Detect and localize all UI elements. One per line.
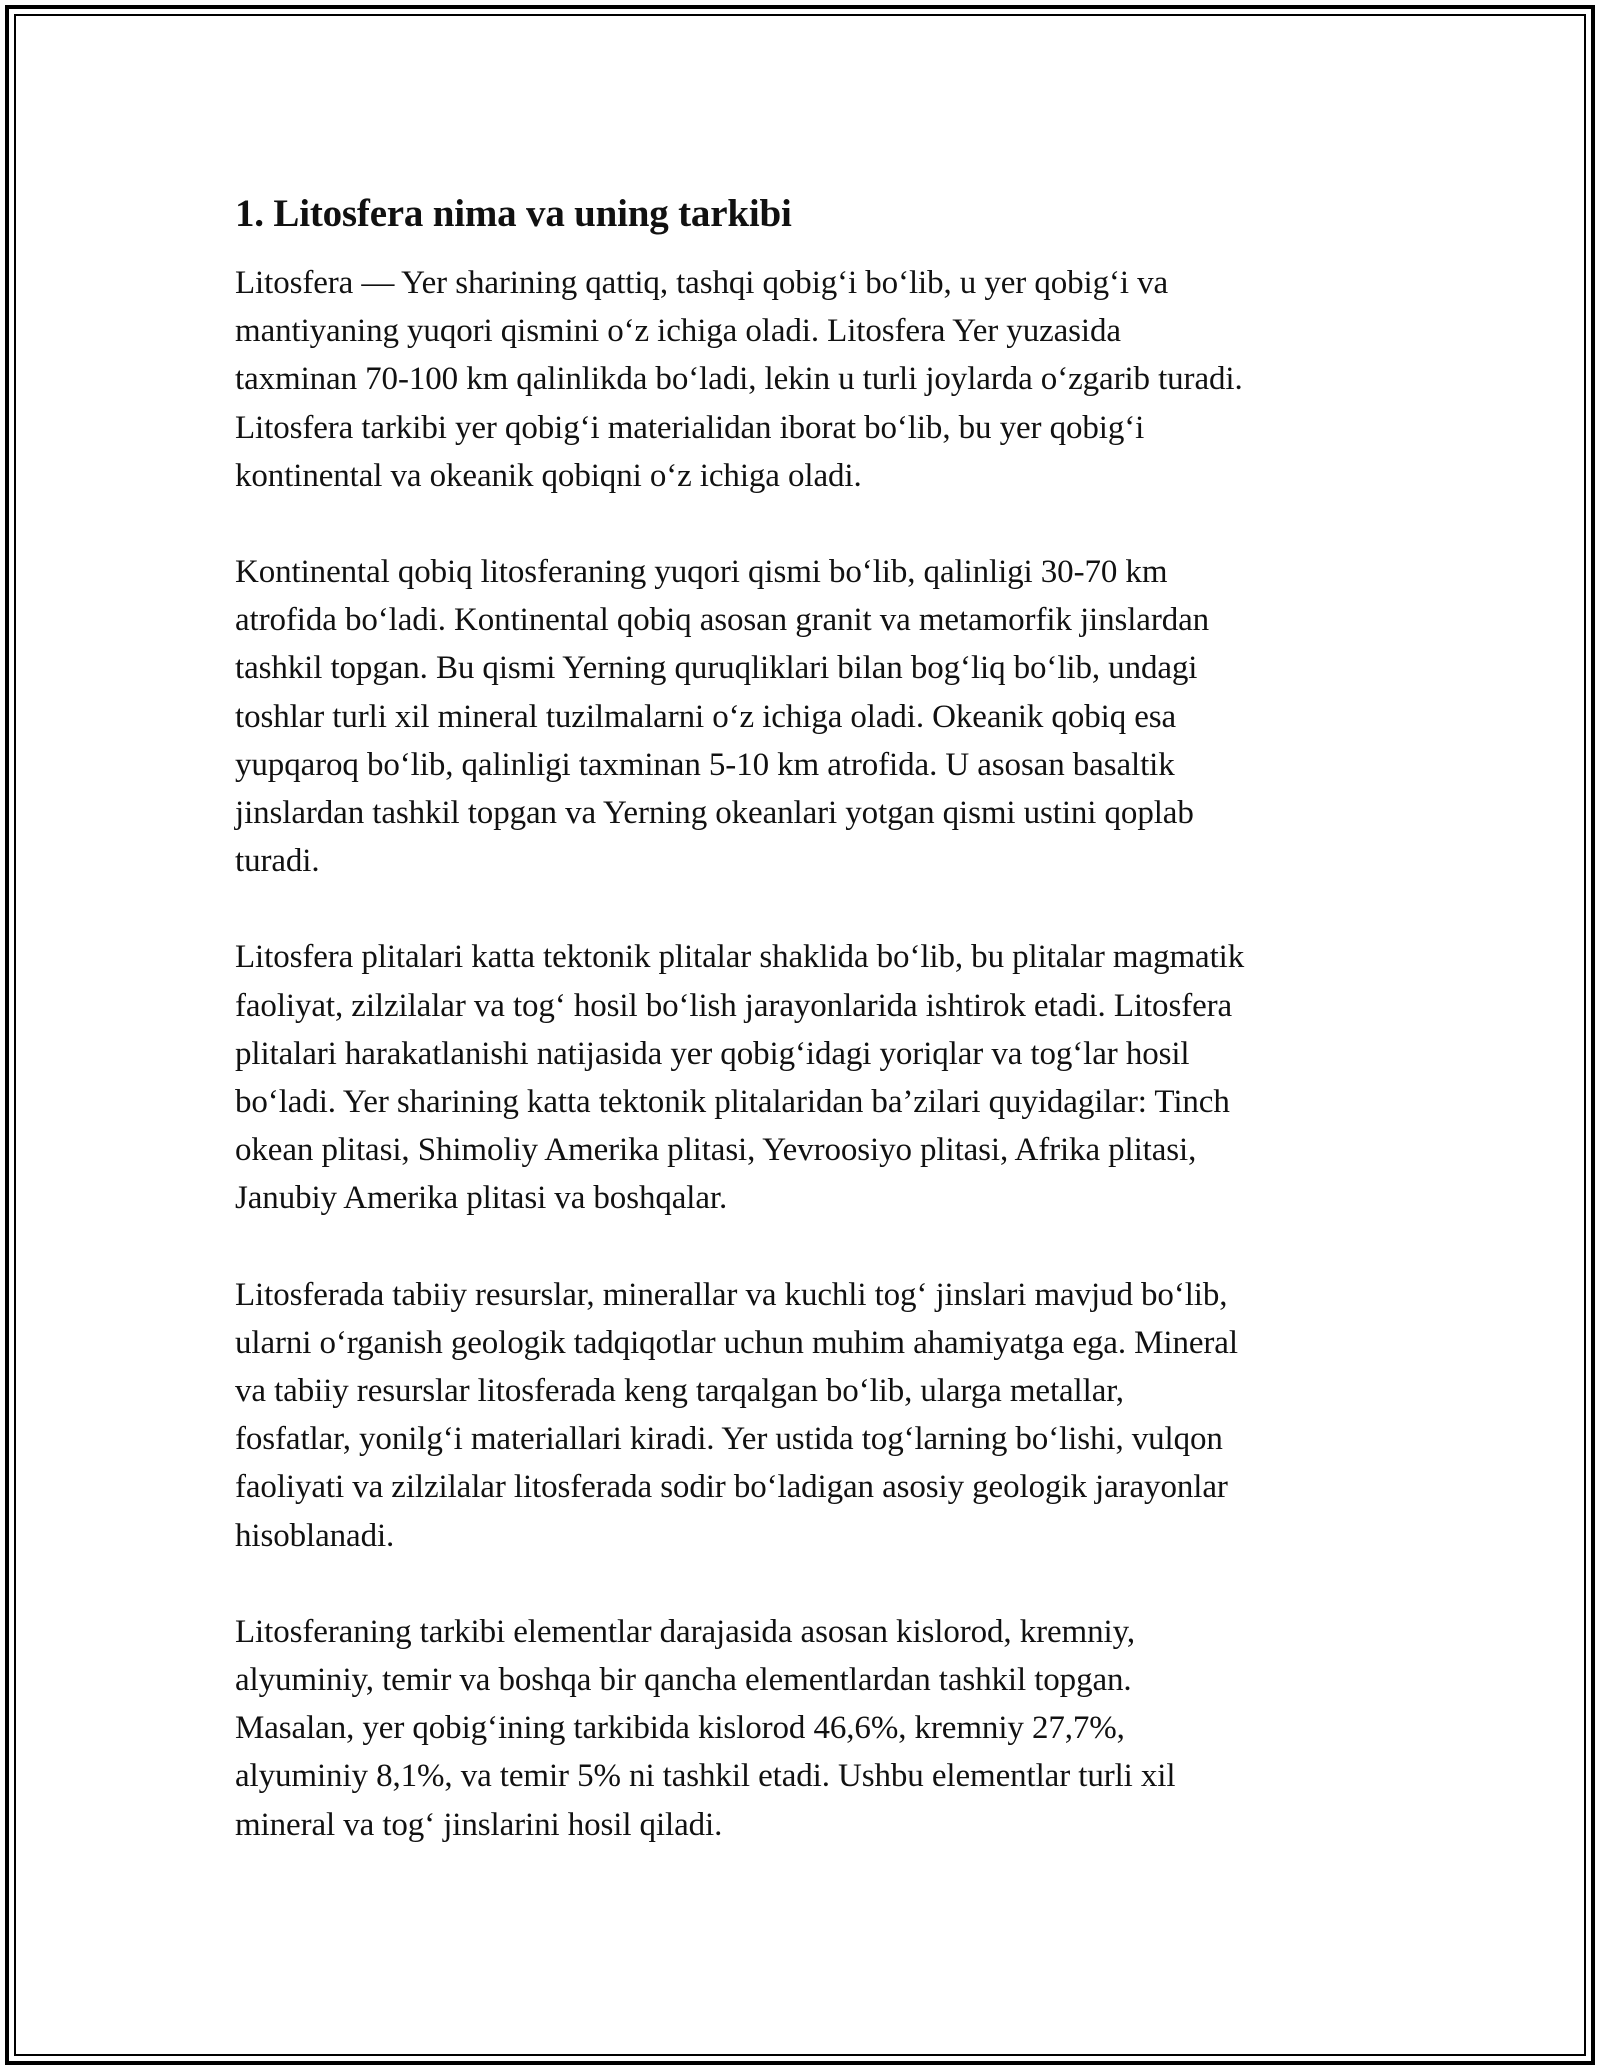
paragraph-line: Litosferaning tarkibi elementlar darajasida asosan kislorod, kremniy, xyxy=(235,1613,1136,1650)
paragraph-line: yupqaroq bo‘lib, qalinligi taxminan 5-10 km atrofida. U asosan basaltik xyxy=(235,746,1175,783)
paragraph-3 xyxy=(235,933,1385,1222)
paragraph-line: hisoblanadi. xyxy=(235,1517,395,1554)
paragraph-line: ularni o‘rganish geologik tadqiqotlar uchun muhim ahamiyatga ega. Mineral xyxy=(235,1324,1238,1361)
paragraph-5 xyxy=(235,1608,1385,1849)
paragraph-line: okean plitasi, Shimoliy Amerika plitasi, Yevroosiyo plitasi, Afrika plitasi, xyxy=(235,1132,1197,1169)
paragraph-line: va tabiiy resurslar litosferada keng tarqalgan bo‘lib, ularga metallar, xyxy=(235,1373,1124,1410)
paragraph-line: toshlar turli xil mineral tuzilmalarni o‘z ichiga oladi. Okeanik qobiq esa xyxy=(235,698,1177,735)
paragraph-line: Masalan, yer qobig‘ining tarkibida kislorod 46,6%, kremniy 27,7%, xyxy=(235,1710,1125,1747)
paragraph-line: jinslardan tashkil topgan va Yerning okeanlari yotgan qismi ustini qoplab xyxy=(235,795,1194,832)
paragraph-line: alyuminiy 8,1%, va temir 5% ni tashkil etadi. Ushbu elementlar turli xil xyxy=(235,1758,1176,1795)
section-heading: 1. Litosfera nima va uning tarkibi xyxy=(235,192,792,235)
paragraph-4 xyxy=(235,1271,1385,1560)
paragraph-line: Kontinental qobiq litosferaning yuqori qismi bo‘lib, qalinligi 30-70 km xyxy=(235,554,1168,591)
paragraph-line: turadi. xyxy=(235,843,320,880)
document-body xyxy=(235,185,1385,1897)
paragraph-line: tashkil topgan. Bu qismi Yerning quruqliklari bilan bog‘liq bo‘lib, undagi xyxy=(235,650,1198,687)
paragraph-line: Litosfera plitalari katta tektonik plitalar shaklida bo‘lib, bu plitalar magmatik xyxy=(235,939,1245,976)
paragraph-line: Litosferada tabiiy resurslar, minerallar va kuchli tog‘ jinslari mavjud bo‘lib, xyxy=(235,1276,1228,1313)
paragraph-line: plitalari harakatlanishi natijasida yer qobig‘idagi yoriqlar va tog‘lar hosil xyxy=(235,1035,1190,1072)
paragraph-line: alyuminiy, temir va boshqa bir qancha elementlardan tashkil topgan. xyxy=(235,1662,1132,1699)
paragraph-line: mantiyaning yuqori qismini o‘z ichiga oladi. Litosfera Yer yuzasida xyxy=(235,313,1121,350)
paragraph-1 xyxy=(235,259,1385,500)
paragraph-line: Litosfera — Yer sharining qattiq, tashqi qobig‘i bo‘lib, u yer qobig‘i va xyxy=(235,265,1169,301)
paragraph-line: fosfatlar, yonilg‘i materiallari kiradi. Yer ustida tog‘larning bo‘lishi, vulqon xyxy=(235,1421,1223,1458)
paragraph-line: Litosfera tarkibi yer qobig‘i materialidan iborat bo‘lib, bu yer qobig‘i xyxy=(235,409,1145,446)
paragraph-line: Janubiy Amerika plitasi va boshqalar. xyxy=(235,1180,728,1217)
paragraph-line: kontinental va okeanik qobiqni o‘z ichiga oladi. xyxy=(235,457,862,494)
paragraph-line: faoliyati va zilzilalar litosferada sodir bo‘ladigan asosiy geologik jarayonlar xyxy=(235,1469,1228,1506)
paragraph-line: atrofida bo‘ladi. Kontinental qobiq asosan granit va metamorfik jinslardan xyxy=(235,602,1210,639)
paragraph-line: taxminan 70-100 km qalinlikda bo‘ladi, lekin u turli joylarda o‘zgarib turadi. xyxy=(235,361,1243,398)
paragraph-2 xyxy=(235,548,1385,885)
paragraph-line: mineral va tog‘ jinslarini hosil qiladi. xyxy=(235,1806,723,1843)
paragraph-line: bo‘ladi. Yer sharining katta tektonik plitalaridan ba’zilari quyidagilar: Tinch xyxy=(235,1084,1230,1121)
paragraph-line: faoliyat, zilzilalar va tog‘ hosil bo‘lish jarayonlarida ishtirok etadi. Litosfera xyxy=(235,987,1233,1024)
